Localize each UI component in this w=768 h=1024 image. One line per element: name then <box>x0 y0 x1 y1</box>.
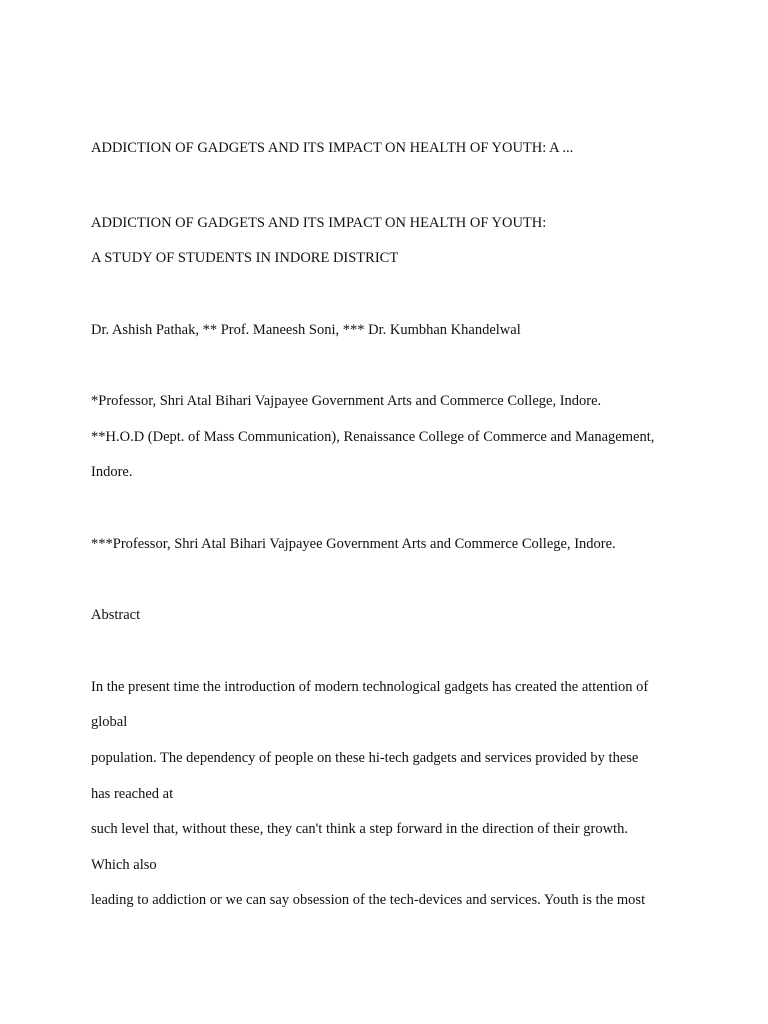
title-line-1: ADDICTION OF GADGETS AND ITS IMPACT ON HEALTH OF YOUTH: <box>91 215 547 231</box>
abstract-line: Which also <box>91 857 157 873</box>
abstract-line: such level that, without these, they can't think a step forward in the direction of their growth. <box>91 821 628 837</box>
abstract-line: population. The dependency of people on these hi-tech gadgets and services provided by these <box>91 750 639 766</box>
affiliation-line: ***Professor, Shri Atal Bihari Vajpayee Government Arts and Commerce College, Indore. <box>91 536 616 552</box>
authors-line: Dr. Ashish Pathak, ** Prof. Maneesh Soni, *** Dr. Kumbhan Khandelwal <box>91 322 521 338</box>
abstract-heading: Abstract <box>91 607 141 623</box>
affiliation-line: *Professor, Shri Atal Bihari Vajpayee Government Arts and Commerce College, Indore. <box>91 393 602 409</box>
abstract-line: leading to addiction or we can say obsession of the tech-devices and services. Youth is the most <box>91 892 646 908</box>
affiliation-line: **H.O.D (Dept. of Mass Communication), Renaissance College of Commerce and Management, <box>91 429 655 445</box>
abstract-line: global <box>91 714 128 730</box>
running-header: ADDICTION OF GADGETS AND ITS IMPACT ON HEALTH OF YOUTH: A ... <box>91 140 574 156</box>
title-line-2: A STUDY OF STUDENTS IN INDORE DISTRICT <box>91 250 399 266</box>
affiliation-line: Indore. <box>91 464 133 480</box>
abstract-line: has reached at <box>91 786 174 802</box>
abstract-line: In the present time the introduction of modern technological gadgets has created the attention of <box>91 679 649 695</box>
